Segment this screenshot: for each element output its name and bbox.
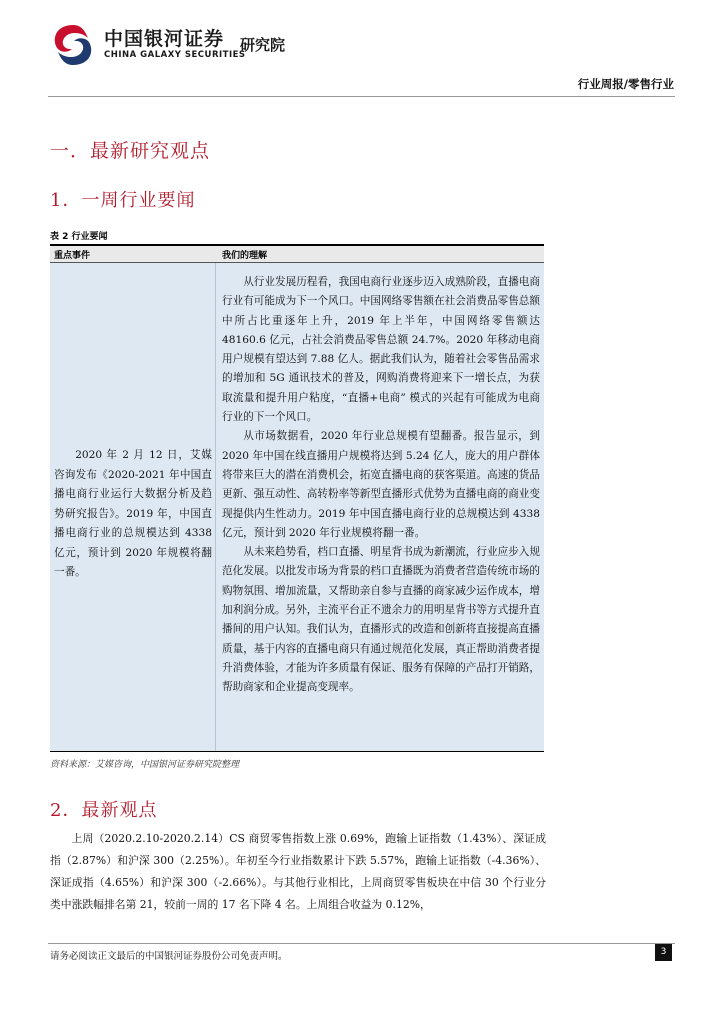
- subsection-heading-news: 1．一周行业要闻: [50, 190, 196, 211]
- table-source-note: 资料来源：艾媒咨询，中国银河证券研究院整理: [50, 760, 240, 770]
- page-number: 3: [655, 944, 672, 961]
- understanding-paragraph: 从未来趋势看，档口直播、明星背书成为新潮流，行业应步入规范化发展。以批发市场为背景的档口直播既为消费者营造传统市场的购物氛围、增加流量，又帮助亲自参与直播的商家减少运作成本，增加利润分成。另外，主流平台正不遗余力的用明星背书等方式提升直播间的用户认知。我们认为，直播形式的改造和创新将直接提高直播质量，基于内容的直播电商只有通过规范化发展，真正帮助消费者提升消费体验，才能为许多质量有保证、服务有保障的产品打开销路，帮助商家和企业提高变现率。: [222, 546, 540, 694]
- table-cell-understanding: [222, 273, 540, 698]
- body-paragraph-block: [50, 828, 546, 916]
- report-type-label: 行业周报/零售行业: [577, 77, 674, 91]
- company-logo-english: CHINA GALAXY SECURITIES: [104, 50, 246, 60]
- header-divider: [48, 96, 675, 97]
- understanding-paragraph: 从行业发展历程看，我国电商行业逐步迈入成熟阶段，直播电商行业有可能成为下一个风口。中国网络零售额在社会消费品零售总额中所占比重逐年上升，2019 年上半年，中国网络零售额达 48160.6 亿元，占社会消费品零售总额 24.7%。2020 年移动电商用户规模有望达到 7.88 亿人。据此我们认为，随着社会零售品需求的增加和 5G 通讯技术的普及，网购消费将迎来下一增长点，为获取流量和提升用户粘度，“直播+电商” 模式的兴起有可能成为电商行业的下一个风口。: [222, 276, 540, 424]
- section-heading: 一．最新研究观点: [50, 140, 211, 162]
- galaxy-logo-icon: [50, 22, 96, 68]
- subsection-heading-views: 2．最新观点: [50, 800, 158, 821]
- table-header-row: [50, 246, 544, 262]
- company-logo-text: 中国银河证券: [104, 28, 225, 50]
- understanding-paragraph: 从市场数据看，2020 年行业总规模有望翻番。报告显示，到 2020 年中国在线直播用户规模将达到 5.24 亿人，庞大的用户群体将带来巨大的潜在消费机会，拓宽直播电商的获客渠道。高速的货品更新、强互动性、高转粉率等新型直播形式优势为直播电商的商业变现提供内生性动力。2019 年中国直播电商行业的总规模达到 4338 亿元，预计到 2020 年行业规模将翻一番。: [222, 430, 540, 539]
- table-title: 表 2 行业要闻: [50, 232, 108, 242]
- table-bottom-rule: [50, 751, 544, 752]
- body-paragraph: 上周（2020.2.10-2020.2.14）CS 商贸零售指数上涨 0.69%，跑输上证指数（1.43%）、深证成指（2.87%）和沪深 300（2.25%）。年初至今行业指数累计下跌 5.57%，跑输上证指数（-4.36%）、深证成指（4.65%）和沪深 300（-2.66%）。与其他行业相比，上周商贸零售板块在中信 30 个行业分类中涨跌幅排名第 21，较前一周的 17 名下降 4 名。上周组合收益为 0.12%，: [50, 832, 546, 911]
- footer-disclaimer: 请务必阅读正文最后的中国银河证券股份公司免责声明。: [50, 951, 288, 962]
- footer-divider: [48, 943, 675, 944]
- table-cell-event: [54, 446, 212, 583]
- event-text: 2020 年 2 月 12 日，艾媒咨询发布《2020-2021 年中国直播电商行业运行大数据分析及趋势研究报告》。2019 年，中国直播电商行业的总规模达到 4338 亿元，预计到 2020 年规模将翻一番。: [54, 449, 212, 578]
- table-column-divider: [215, 263, 216, 751]
- table-header-understanding: 我们的理解: [222, 251, 268, 261]
- institute-label: 研究院: [240, 36, 286, 54]
- table-header-event: 重点事件: [54, 251, 91, 261]
